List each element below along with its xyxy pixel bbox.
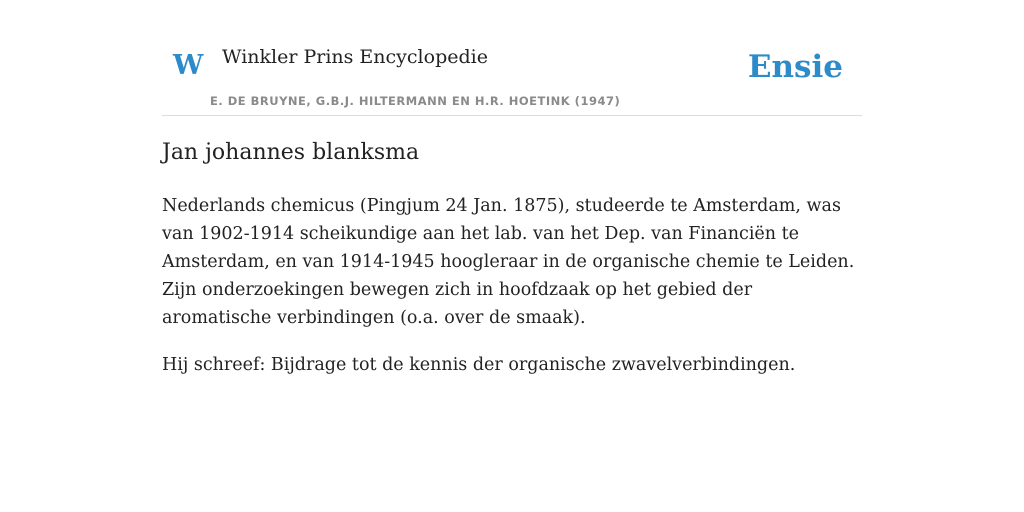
- entry-body: [162, 192, 862, 398]
- entry-title: Jan johannes blanksma: [162, 140, 420, 165]
- book-authors: E. DE BRUYNE, G.B.J. HILTERMANN EN H.R. HOETINK (1947): [210, 94, 621, 108]
- book-title-link[interactable]: Winkler Prins Encyclopedie: [222, 46, 488, 68]
- page: [162, 0, 862, 375]
- ensie-logo-link[interactable]: Ensie: [747, 49, 843, 85]
- encyclopedia-logo[interactable]: W: [173, 50, 204, 81]
- entry-paragraph: Nederlands chemicus (Pingjum 24 Jan. 1875), studeerde te Amsterdam, was van 1902-1914 scheikundige aan het lab. van het Dep. van Financiën te Amsterdam, en van 1914-1945 hoogleraar in de organische chemie te Leiden. Zijn onderzoekingen bewegen zich in hoofdzaak op het gebied der aromatische verbindingen (o.a. over de smaak).: [162, 196, 855, 328]
- entry-paragraph: Hij schreef: Bijdrage tot de kennis der organische zwavelverbindingen.: [162, 355, 796, 375]
- header: [162, 0, 862, 116]
